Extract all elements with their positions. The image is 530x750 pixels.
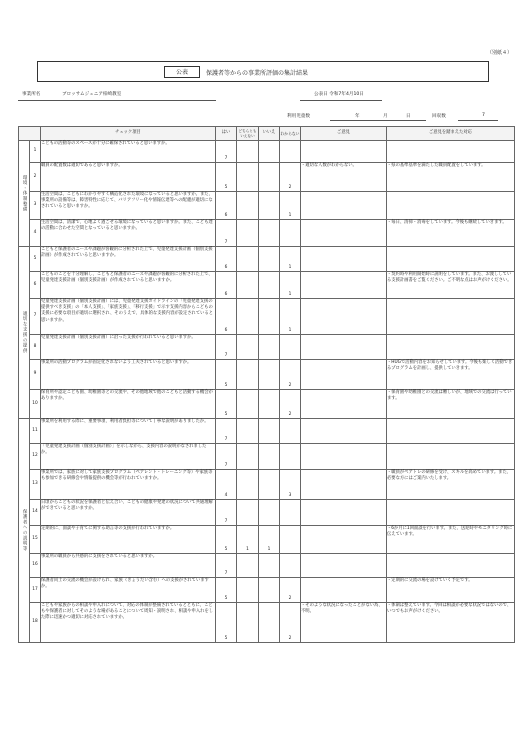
yes-count: 4 [216,470,237,500]
opinion-text [301,360,387,390]
row-number: 16 [30,554,41,578]
response-text [387,192,515,220]
question-text: こどもと保護者のニーズや課題が客観的に分析された上で、児童発達支援計画（個別支援計画）が作成されていると思いますか。 [41,247,216,272]
yes-count: 5 [216,390,237,419]
header-neither: どちらともいえない [237,127,259,141]
row-number: 17 [30,578,41,603]
table-row [19,247,515,272]
question-text: 保育所や認定こども園、幼稚園等との交流や、その他地域で他のこどもと活動する機会がありますか。 [41,390,216,419]
table-row [19,360,515,390]
unknown-count: 2 [280,603,301,643]
yes-count: 5 [216,360,237,390]
row-number: 10 [30,390,41,419]
unknown-count [280,500,301,526]
yes-count: 5 [216,603,237,643]
table-row [19,526,515,554]
office-name: ブロッサムジュニア柏崎教室 [62,92,122,97]
no-count [259,390,280,419]
unknown-count: 2 [280,390,301,419]
header-blank [19,127,41,141]
response-text: ・保育園や幼稚園との交流は難しいが、地域での交流は行っています。 [387,390,515,419]
question-text: 児童発達支援計画（個別支援計画）には、児童発達支援ガイドラインの「児童発達支援の提供すべき支援」の「本人支援」、「家族支援」、「移行支援」で示す支援内容からこどもの支援に必要な項目が適切に選択され、そのうえで、具体的な支援内容が設定されていると思いますか。 [41,299,216,335]
question-text: 事業所では、家族に対して家族支援プログラム（ペアレント・トレーニング等）や家族等も参加できる研修会や情報提供の機会等が行われていますか。 [41,470,216,500]
table-row [19,500,515,526]
unknown-count [280,335,301,360]
unknown-count: 1 [280,299,301,335]
neither-count [237,247,259,272]
question-text: 事業所を利用する際に、重要事項、利用者負担等について丁寧な説明がありましたか。 [41,419,216,444]
no-count [259,360,280,390]
header-response: ご意見を踏まえた対応 [387,127,515,141]
opinion-text [301,444,387,470]
period-label: 利用児童数 [287,114,310,119]
public-tag: 公表 [164,66,200,78]
response-text: ・HUGで活動内容をお知らせしています。今後も楽しく活動できるプログラムを計画し、提供していきます。 [387,360,515,390]
office-label: 事業所名 [22,92,41,97]
table-row [19,578,515,603]
no-count [259,335,280,360]
neither-count [237,470,259,500]
header-unknown: わからない [280,127,301,141]
row-number: 15 [30,526,41,554]
yes-count: 7 [216,554,237,578]
neither-count [237,603,259,643]
category-environment: 環境・体制整備 [19,141,30,247]
count-label: 回収数 [432,114,446,119]
row-number: 6 [30,272,41,299]
yes-count: 6 [216,192,237,220]
question-text: 日頃からこどもの状況を保護者と伝え合い、こどもの健康や発達の状況について共通理解ができていると思いますか。 [41,500,216,526]
table-row [19,163,515,192]
yes-count: 6 [216,272,237,299]
no-count [259,192,280,220]
neither-count: 1 [237,526,259,554]
response-text: ・定期的に交流の場を設けていく予定です。 [387,578,515,603]
table-row [19,419,515,444]
response-text [387,419,515,444]
header-no: いいえ [259,127,280,141]
table-row [19,299,515,335]
evaluation-table [18,126,515,643]
yes-count: 6 [216,247,237,272]
no-count [259,247,280,272]
date-underline [300,100,382,101]
month-label: 月 [383,114,388,119]
row-number: 5 [30,247,41,272]
opinion-text [301,247,387,272]
header-opinion: ご意見 [301,127,387,141]
table-row [19,554,515,578]
opinion-text: ・適切な人数がわからない。 [301,163,387,192]
question-text: 生活空間は、清潔で、心地よく過ごせる環境になっていると思いますか。また、こども達の活動に合わせた空間となっていると思いますか。 [41,220,216,247]
day-label: 日 [406,114,411,119]
neither-count [237,390,259,419]
question-text: こどものことを十分理解し、こどもと保護者のニーズや課題が客観的に分析された上で、児童発達支援計画（個別支援計画）が作成されていると思いますか。 [41,272,216,299]
question-text: 定期的に、面談や子育てに関する助言等の支援が行われていますか。 [41,526,216,554]
unknown-count: 1 [280,272,301,299]
yes-count: 7 [216,419,237,444]
opinion-text [301,272,387,299]
opinion-text: ・そのような状況になったことがない為、不明。 [301,603,387,643]
yes-count: 5 [216,526,237,554]
row-number: 12 [30,444,41,470]
no-count [259,500,280,526]
neither-count [237,500,259,526]
unknown-count: 2 [280,360,301,390]
neither-count [237,419,259,444]
opinion-text [301,554,387,578]
neither-count [237,335,259,360]
table-row [19,272,515,299]
count-value: 7 [482,113,485,118]
no-count [259,220,280,247]
row-number: 1 [30,141,41,163]
question-text: 事業所の職員から共感的に支援をされていると思いますか。 [41,554,216,578]
response-text [387,554,515,578]
unknown-count: 1 [280,247,301,272]
response-text: ・毎日、清掃・消毒をしています。今後も継続していきます。 [387,220,515,247]
row-number: 3 [30,192,41,220]
opinion-text [301,335,387,360]
row-number: 13 [30,470,41,500]
question-text: 生活空間は、こどもにわかりやすく構造化された環境になっていると思いますか。また、事業所の設備等は、障害特性に応じて、バリアフリー化や情報伝達等への配慮が適切になされていると思いますか。 [41,192,216,220]
no-count [259,603,280,643]
response-text: ・職員がペアトレの研修を受け、スキルを高めています。また、必要な方にはご案内いたします。 [387,470,515,500]
response-text: ・6か月に1回面談を行います。また、送迎時やモニタリング時に伝えています。 [387,526,515,554]
no-count [259,419,280,444]
unknown-count: 2 [280,163,301,192]
opinion-text [301,299,387,335]
header-row [19,127,515,141]
neither-count [237,141,259,163]
table-row [19,141,515,163]
category-explanation: 保護者への説明等 [19,419,30,643]
no-count [259,272,280,299]
neither-count [237,360,259,390]
no-count [259,578,280,603]
question-text: 事業所の活動プログラムが固定化されないよう工夫されていると思いますか。 [41,360,216,390]
yes-count: 6 [216,299,237,335]
unknown-count [280,526,301,554]
yes-count: 7 [216,444,237,470]
table-row [19,470,515,500]
opinion-text [301,500,387,526]
table-row [19,444,515,470]
neither-count [237,163,259,192]
opinion-text [301,220,387,247]
yes-count: 5 [216,578,237,603]
opinion-text [301,470,387,500]
neither-count [237,220,259,247]
neither-count [237,444,259,470]
response-text: ・体制は整えています。今回は相談が必要な状況ではないので、いつでもお声がけください。 [387,603,515,643]
response-text [387,299,515,335]
question-text: 「児童発達支援計画（個別支援計画）」を示しながら、支援内容の説明がなされましたか。 [41,444,216,470]
neither-count [237,578,259,603]
response-text [387,141,515,163]
yes-count: 7 [216,141,237,163]
unknown-count [280,419,301,444]
annex-label: （別紙４） [486,50,512,56]
category-support: 適切な支援の提供 [19,247,30,419]
yes-count: 7 [216,500,237,526]
question-text: こどもや家族からの相談や申入れについて、対応の体制が整備されているとともに、こどもや保護者に対してそのような場があることについて周知・説明され、相談や申入れをした際に迅速かつ適切に対応されていますか。 [41,603,216,643]
unknown-count [280,141,301,163]
published-date: 公表日 令和7年4月10日 [314,92,364,97]
response-text [387,247,515,272]
yes-count: 7 [216,220,237,247]
opinion-text [301,192,387,220]
table-row [19,603,515,643]
question-text: 児童発達支援計画（個別支援計画）に沿った支援が行われていると思いますか。 [41,335,216,360]
table-row [19,390,515,419]
no-count [259,554,280,578]
opinion-text [301,390,387,419]
yes-count: 7 [216,335,237,360]
question-text: 保護者同士の交流の機会が設けられ、家族（きょうだい含む）への支援がされていますか。 [41,578,216,603]
no-count: 1 [259,526,280,554]
office-underline [18,100,216,101]
row-number: 4 [30,220,41,247]
period-underline [330,120,426,121]
opinion-text [301,526,387,554]
neither-count [237,192,259,220]
title-box [37,61,489,82]
row-number: 18 [30,603,41,643]
no-count [259,299,280,335]
response-text [387,500,515,526]
row-number: 2 [30,163,41,192]
unknown-count: 2 [280,578,301,603]
response-text: ・契約時や利用開始時に説明をしています。また、お渡ししている支援計画書をご覧ください。ご不明な点はお声がけください。 [387,272,515,299]
row-number: 14 [30,500,41,526]
neither-count [237,299,259,335]
opinion-text [301,578,387,603]
header-check: チェック項目 [41,127,216,141]
neither-count [237,554,259,578]
year-label: 年 [355,114,360,119]
unknown-count [280,444,301,470]
row-number: 9 [30,360,41,390]
unknown-count: 3 [280,470,301,500]
count-underline [458,120,498,121]
response-text [387,444,515,470]
unknown-count [280,554,301,578]
opinion-text [301,141,387,163]
page-title: 保護者等からの事業所評価の集計結果 [206,70,309,77]
response-text [387,335,515,360]
unknown-count: 1 [280,192,301,220]
response-text: ・県の基準基準を満たした職員配置をしています。 [387,163,515,192]
question-text: こどもの活動等のスペースが十分に確保されていると思いますか。 [41,141,216,163]
unknown-count [280,220,301,247]
no-count [259,163,280,192]
row-number: 8 [30,335,41,360]
no-count [259,470,280,500]
no-count [259,141,280,163]
row-number: 7 [30,299,41,335]
table-row [19,220,515,247]
table-row [19,335,515,360]
no-count [259,444,280,470]
question-text: 職員の配置数は適切であると思いますか。 [41,163,216,192]
row-number: 11 [30,419,41,444]
opinion-text [301,419,387,444]
table-row [19,192,515,220]
neither-count [237,272,259,299]
header-yes: はい [216,127,237,141]
yes-count: 5 [216,163,237,192]
